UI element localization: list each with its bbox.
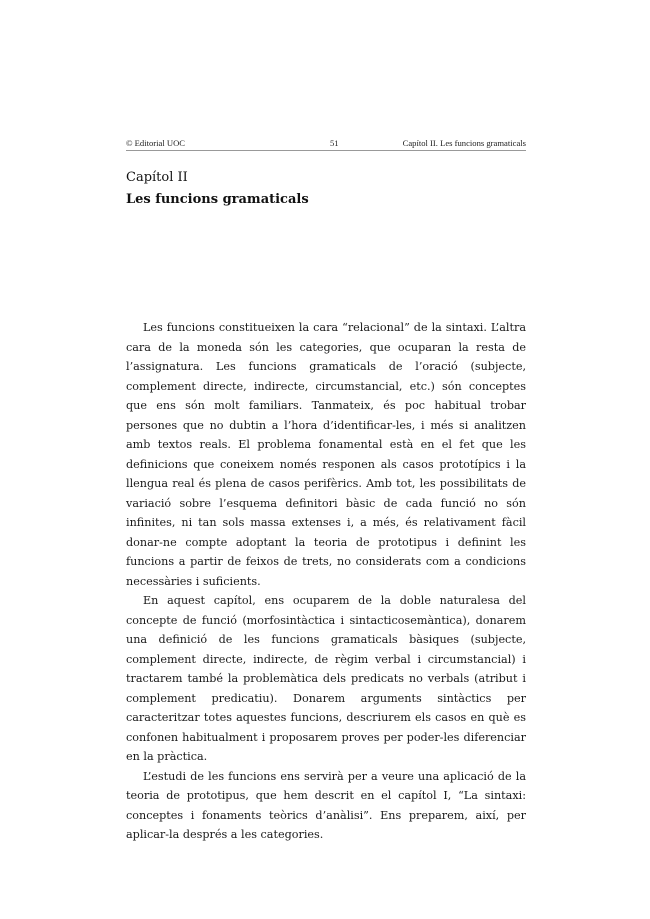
chapter-title: Les funcions gramaticals	[126, 192, 309, 207]
paragraph: En aquest capítol, ens ocuparem de la doble naturalesa del concepte de funció (morfosintàctica i sintacticosemàntica), donarem una definició de les funcions gramaticals bàsiques (subjecte, complement directe, indirecte, de règim verbal i circumstancial) i tractarem també la problemàtica dels predicats no verbals (atribut i complement predicatiu). Donarem arguments sintàctics per caracteritzar totes aquestes funcions, descriurem els casos en què es confonen habitualment i proposarem proves per poder-les diferenciar en la pràctica.	[126, 594, 526, 763]
running-chapter-title: Capítol II. Les funcions gramaticals	[402, 138, 526, 148]
body-text	[126, 318, 526, 845]
page-number: 51	[330, 138, 339, 148]
paragraph: L’estudi de les funcions ens servirà per a veure una aplicació de la teoria de prototipus, que hem descrit en el capítol I, “La sintaxi: conceptes i fonaments teòrics d’anàlisi”. Ens preparem, així, per aplicar-la després a les categories.	[126, 769, 526, 841]
chapter-label: Capítol II	[126, 170, 188, 185]
running-header	[126, 138, 526, 150]
publisher-label: © Editorial UOC	[126, 138, 186, 148]
paragraph: Les funcions constitueixen la cara “relacional” de la sintaxi. L’altra cara de la moneda són les categories, que ocuparan la resta de l’assignatura. Les funcions gramaticals de l’oració (subjecte, complement directe, indirecte, circumstancial, etc.) són conceptes que ens són molt familiars. Tanmateix, és poc habitual trobar persones que no dubtin a l’hora d’identificar-les, i més si analitzen amb textos reals. El problema fonamental està en el fet que les definicions que coneixem només responen als casos prototípics i la llengua real és plena de casos perifèrics. Amb tot, les possibilitats de variació sobre l’esquema definitori bàsic de cada funció no són infinites, ni tan sols massa extenses i, a més, és relativament fàcil donar-ne compte adoptant la teoria de prototipus i definint les funcions a partir de feixos de trets, no considerats com a condicions necessàries i suficients.	[126, 321, 526, 588]
header-divider	[126, 150, 526, 151]
